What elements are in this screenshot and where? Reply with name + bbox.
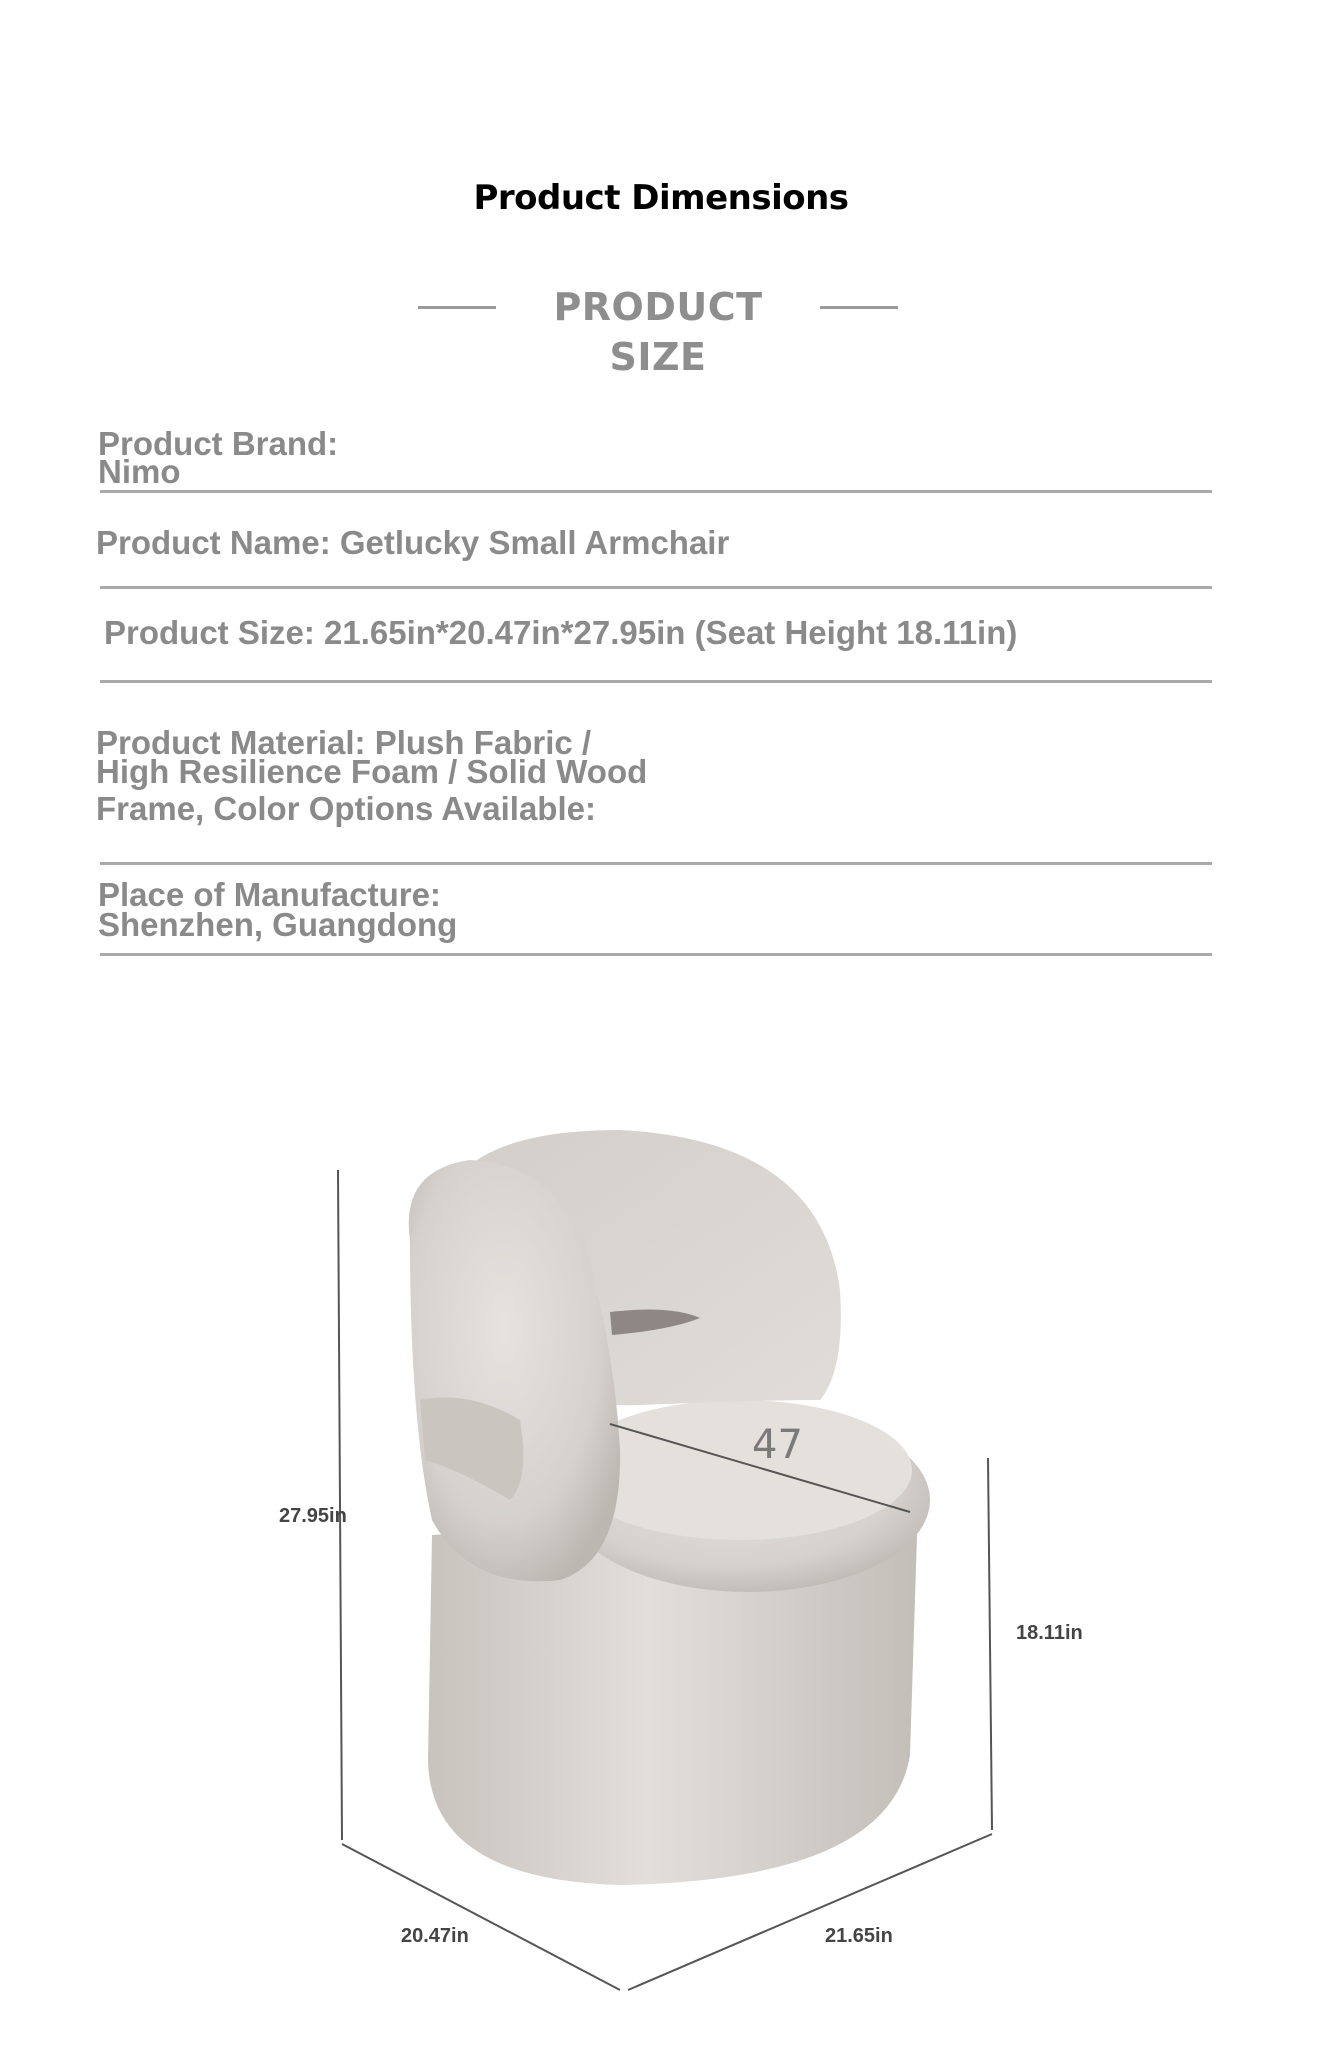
section-heading-text: PRODUCT SIZE [553,285,763,379]
spec-brand-label: Product Brand: [98,425,339,462]
spec-brand-value: Nimo [98,453,181,490]
seat-height-line [988,1458,992,1830]
spec-material-line3: Frame, Color Options Available: [96,790,596,827]
height-label: 27.95in [279,1505,347,1527]
depth-label: 20.47in [401,1925,469,1947]
page-title: Product Dimensions [473,178,849,218]
spec-material-line2: High Resilience Foam / Solid Wood [96,753,648,790]
spec-name: Product Name: Getlucky Small Armchair [96,524,730,561]
spec-manufacture-value: Shenzhen, Guangdong [98,906,458,943]
seat-depth-label: 47 [752,1422,803,1468]
width-label: 21.65in [825,1925,893,1947]
spec-size: Product Size: 21.65in*20.47in*27.95in (Seat Height 18.11in) [104,614,1018,651]
seat-height-label: 18.11in [1016,1622,1083,1644]
spec-material-line1: Product Material: Plush Fabric / [96,724,592,761]
spec-manufacture-label: Place of Manufacture: [98,876,441,913]
